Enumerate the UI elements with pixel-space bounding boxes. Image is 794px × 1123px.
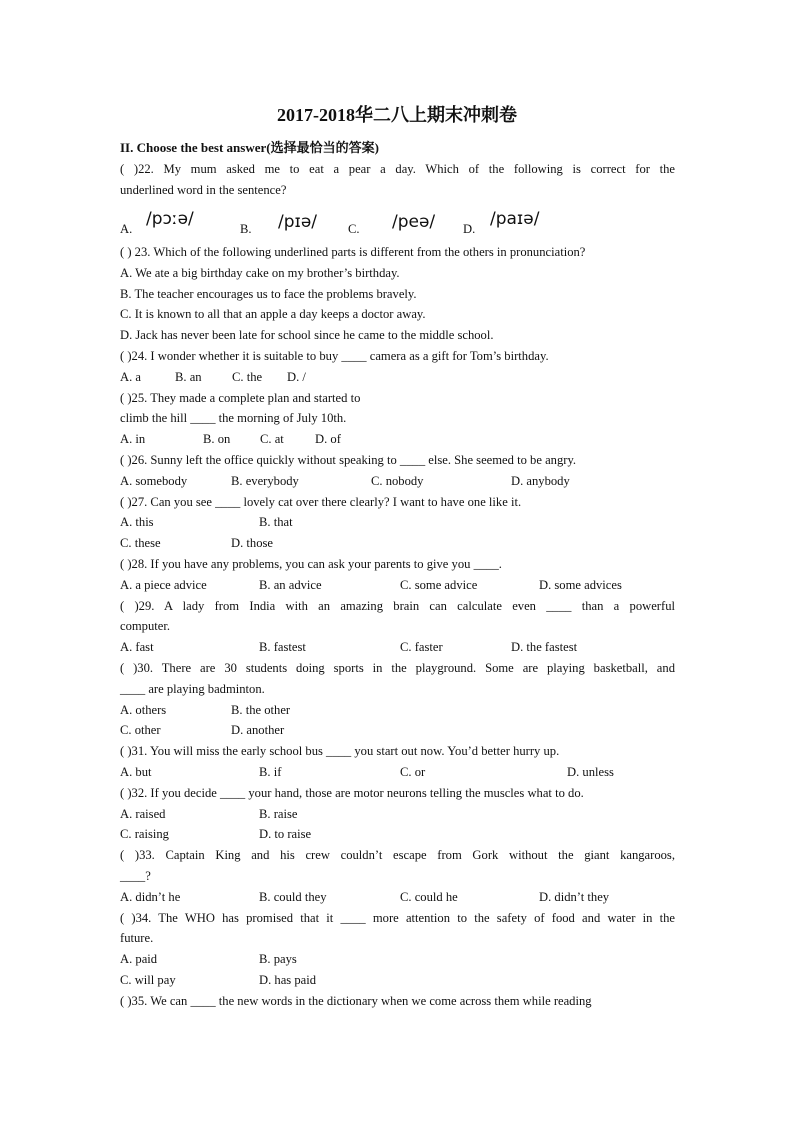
q31-option-a: A. but — [120, 765, 152, 779]
q25-option-a: A. in — [120, 432, 146, 446]
q23-stem: ( ) 23. Which of the following underlined parts is different from the others in pronunciation? — [120, 245, 586, 259]
q29-option-b: B. fastest — [259, 640, 306, 654]
q32-option-d: D. to raise — [259, 827, 312, 841]
q25-stem-line2: climb the hill ____ the morning of July 10th. — [120, 411, 347, 425]
q34-stem-line2: future. — [120, 931, 154, 945]
q32-stem: ( )32. If you decide ____ your hand, those are motor neurons telling the muscles what to do. — [120, 786, 584, 800]
q25-option-d: D. of — [315, 432, 341, 446]
q22-label-a: A. — [120, 222, 133, 236]
q23-option-a: A. We ate a big birthday cake on my brother’s birthday. — [120, 266, 400, 280]
q26-option-d: D. anybody — [511, 474, 570, 488]
q30-stem-line2: ____ are playing badminton. — [120, 682, 265, 696]
page-title: 2017-2018华二八上期末冲刺卷 — [277, 105, 517, 125]
q33-option-a: A. didn’t he — [120, 890, 181, 904]
q31-option-d: D. unless — [567, 765, 614, 779]
q29-option-a: A. fast — [120, 640, 154, 654]
q22-option-c: /peə/ — [392, 212, 436, 232]
q31-option-c: C. or — [400, 765, 426, 779]
q23-option-b: B. The teacher encourages us to face the problems bravely. — [120, 287, 417, 301]
q30-option-b: B. the other — [231, 703, 291, 717]
q33-option-b: B. could they — [259, 890, 327, 904]
q23-option-c: C. It is known to all that an apple a day keeps a doctor away. — [120, 307, 426, 321]
q28-option-c: C. some advice — [400, 578, 478, 592]
q25-option-b: B. on — [203, 432, 231, 446]
q22-stem-line2: underlined word in the sentence? — [120, 183, 287, 197]
q29-stem-line2: computer. — [120, 619, 171, 633]
q34-option-d: D. has paid — [259, 973, 317, 987]
q34-option-c: C. will pay — [120, 973, 176, 987]
q25-option-c: C. at — [260, 432, 284, 446]
q24-option-c: C. the — [232, 370, 263, 384]
q32-option-c: C. raising — [120, 827, 169, 841]
q32-option-b: B. raise — [259, 807, 298, 821]
q33-option-c: C. could he — [400, 890, 458, 904]
q25-stem-line1: ( )25. They made a complete plan and started to — [120, 391, 361, 405]
q22-stem-line1: ( )22. My mum asked me to eat a pear a day. Which of the following is correct for the — [120, 162, 675, 176]
q33-option-d: D. didn’t they — [539, 890, 610, 904]
q24-option-a: A. a — [120, 370, 141, 384]
q33-stem-line1: ( )33. Captain King and his crew couldn’t escape from Gork without the giant kangaroos, — [120, 848, 675, 862]
q35-stem: ( )35. We can ____ the new words in the dictionary when we come across them while reading — [120, 994, 592, 1008]
q28-option-b: B. an advice — [259, 578, 322, 592]
q30-option-d: D. another — [231, 723, 285, 737]
q22-option-d: /paɪə/ — [490, 209, 540, 229]
q27-stem: ( )27. Can you see ____ lovely cat over there clearly? I want to have one like it. — [120, 495, 522, 509]
q24-option-d: D. / — [287, 370, 306, 384]
q28-option-a: A. a piece advice — [120, 578, 207, 592]
q26-option-a: A. somebody — [120, 474, 188, 488]
q29-option-d: D. the fastest — [511, 640, 578, 654]
q28-option-d: D. some advices — [539, 578, 622, 592]
q34-option-a: A. paid — [120, 952, 158, 966]
q26-stem: ( )26. Sunny left the office quickly without speaking to ____ else. She seemed to be angry. — [120, 453, 577, 467]
q22-label-b: B. — [240, 222, 252, 236]
q24-option-b: B. an — [175, 370, 202, 384]
q27-option-b: B. that — [259, 515, 293, 529]
q30-stem-line1: ( )30. There are 30 students doing sports in the playground. Some are playing basketball, and — [120, 661, 675, 675]
q34-option-b: B. pays — [259, 952, 297, 966]
q31-option-b: B. if — [259, 765, 282, 779]
q27-option-a: A. this — [120, 515, 154, 529]
q26-option-c: C. nobody — [371, 474, 424, 488]
q22-option-b: /pɪə/ — [278, 212, 318, 232]
q32-option-a: A. raised — [120, 807, 166, 821]
q34-stem-line1: ( )34. The WHO has promised that it ____ more attention to the safety of food and water in the — [120, 911, 675, 925]
q27-option-c: C. these — [120, 536, 161, 550]
q31-stem: ( )31. You will miss the early school bus ____ you start out now. You’d better hurry up. — [120, 744, 560, 758]
q30-option-c: C. other — [120, 723, 161, 737]
q22-option-a: /pɔːə/ — [146, 209, 194, 229]
q33-stem-line2: ____? — [120, 869, 151, 883]
q26-option-b: B. everybody — [231, 474, 299, 488]
q30-option-a: A. others — [120, 703, 167, 717]
q29-option-c: C. faster — [400, 640, 443, 654]
q23-option-d: D. Jack has never been late for school since he came to the middle school. — [120, 328, 494, 342]
q24-stem: ( )24. I wonder whether it is suitable to buy ____ camera as a gift for Tom’s birthday. — [120, 349, 549, 363]
section-heading: II. Choose the best answer(选择最恰当的答案) — [120, 140, 379, 155]
q22-label-d: D. — [463, 222, 476, 236]
q27-option-d: D. those — [231, 536, 273, 550]
q22-label-c: C. — [348, 222, 360, 236]
q29-stem-line1: ( )29. A lady from India with an amazing brain can calculate even ____ than a powerful — [120, 599, 675, 613]
q28-stem: ( )28. If you have any problems, you can ask your parents to give you ____. — [120, 557, 502, 571]
